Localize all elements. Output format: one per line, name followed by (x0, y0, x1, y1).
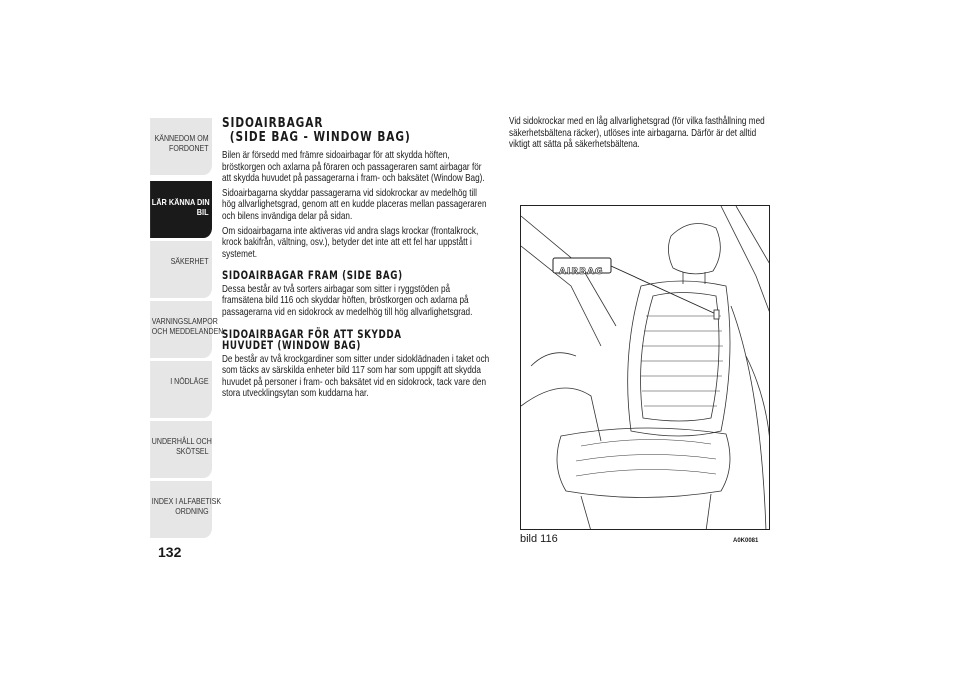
subsection-heading (222, 329, 490, 352)
tab-kannedom-om-fordonet[interactable] (150, 118, 212, 175)
section-heading-line1: SIDOAIRBAGAR (222, 115, 324, 131)
left-column (222, 116, 490, 403)
tab-i-nodlage[interactable] (150, 361, 212, 418)
paragraph: Vid sidokrockar med en låg allvarlighetsgrad (för vilka fasthållning med säkerhetsbältena räcker), utlöses inte airbagarna. Därför är det alltid viktigt att sätta på säkerhetsbältena. (509, 115, 765, 151)
subsection-heading-line2: HUVUDET (WINDOW BAG) (222, 339, 361, 353)
seat-drawing (521, 206, 770, 530)
tab-sakerhet[interactable] (150, 241, 212, 298)
tab-label-line1: UNDERHÅLL OCH (151, 437, 212, 446)
figure-code: A0K0081 (733, 538, 759, 544)
paragraph: Dessa består av två sorters airbagar som sitter i ryggstöden på framsätena bild 116 och skyddar höften, bröstkorgen och axlarna på passagerarna vid en sidokrock av medelhög till hög allvarlighetsgrad. (222, 282, 473, 319)
tab-label-line1: INDEX I ALFABETISK (151, 497, 222, 506)
paragraph: Sidoairbagarna skyddar passagerarna vid sidokrockar av medelhög till hög allvarlighetsgrad, genom att en kudde placeras mellan passageraren och bilens invändiga delar på sidan. (222, 186, 487, 222)
tab-label-line2: FORDONET (169, 144, 209, 153)
figure-caption: bild 116 (520, 533, 558, 545)
seat-illustration (520, 205, 770, 530)
paragraph: Bilen är försedd med främre sidoairbagar för att skydda höften, bröstkorgen och axlarna på föraren och passageraren samt airbagar för att skydda huvudet på passagerarna i fram- och baksätet (Window Bag). (222, 149, 485, 185)
tab-label-line1: SÄKERHET (170, 257, 209, 266)
tab-label-line2: OCH MEDDELANDEN (151, 327, 224, 336)
right-column (509, 116, 771, 154)
tab-label-line1: VARNINGSLAMPOR (151, 317, 218, 326)
section-heading (222, 116, 490, 144)
tab-label-line1: KÄNNEDOM OM (154, 134, 209, 143)
tab-varningslampor[interactable] (150, 301, 224, 358)
tab-underhall-och-skotsel[interactable] (150, 421, 212, 478)
section-heading-line2: (SIDE BAG - WINDOW BAG) (229, 129, 411, 145)
tab-lar-kanna-din-bil[interactable] (150, 181, 212, 238)
paragraph: De består av två krockgardiner som sitter under sidoklädnaden i taket och som täcks av särskilda enheter bild 117 som har som uppgift att skydda huvudet på personer i fram- och baksätet vid en sidokrock, tack vare den stora utvecklingsytan som kuddarna har. (222, 352, 490, 400)
tab-index[interactable] (150, 481, 222, 538)
airbag-label: AIRBAG (559, 267, 604, 277)
paragraph: Om sidoairbagarna inte aktiveras vid andra slags krockar (frontalkrock, krock bakifrån, vältning, osv.), betyder det inte att ett fel har uppstått i systemet. (222, 224, 479, 260)
tab-label-line2: SKÖTSEL (176, 447, 209, 456)
tab-label-line1: I NÖDLÄGE (170, 377, 209, 386)
subsection-heading-line1: SIDOAIRBAGAR FÖR ATT SKYDDA (222, 327, 402, 341)
page-number: 132 (158, 544, 182, 560)
subsection-heading: SIDOAIRBAGAR FRAM (SIDE BAG) (222, 269, 403, 283)
tab-label-line1: LÄR KÄNNA DIN (151, 197, 210, 207)
tab-label-line2: BIL (196, 207, 209, 217)
tab-label-line2: ORDNING (175, 507, 209, 516)
